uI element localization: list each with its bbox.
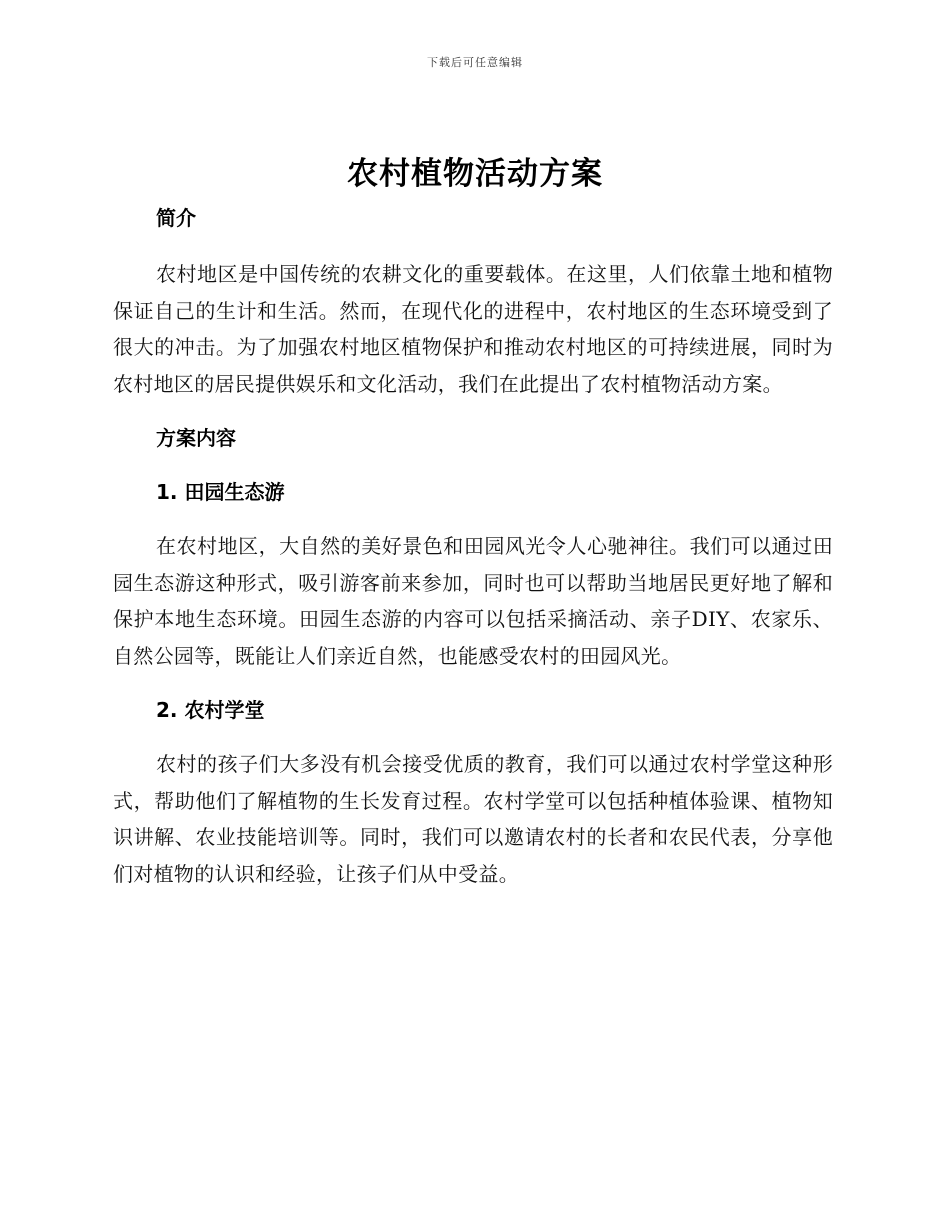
paragraph-item1: 在农村地区，大自然的美好景色和田园风光令人心驰神往。我们可以通过田园生态游这种形式，吸引游客前来参加，同时也可以帮助当地居民更好地了解和保护本地生态环境。田园生态游的内容可以包括采摘活动、亲子DIY、农家乐、自然公园等，既能让人们亲近自然，也能感受农村的田园风光。: [113, 534, 833, 668]
section-heading-intro: 简介: [156, 206, 196, 230]
section-heading-item1: 1. 田园生态游: [156, 480, 285, 504]
paragraph-item2: 农村的孩子们大多没有机会接受优质的教育，我们可以通过农村学堂这种形式，帮助他们了解植物的生长发育过程。农村学堂可以包括种植体验课、植物知识讲解、农业技能培训等。同时，我们可以邀请农村的长者和农民代表，分享他们对植物的认识和经验，让孩子们从中受益。: [113, 752, 833, 886]
document-body: [113, 200, 833, 892]
header-note: 下载后可任意编辑: [427, 56, 523, 69]
document-title: 农村植物活动方案: [347, 156, 603, 192]
section-heading-plan: 方案内容: [156, 426, 236, 450]
paragraph-intro: 农村地区是中国传统的农耕文化的重要载体。在这里，人们依靠土地和植物保证自己的生计和生活。然而，在现代化的进程中，农村地区的生态环境受到了很大的冲击。为了加强农村地区植物保护和推动农村地区的可持续进展，同时为农村地区的居民提供娱乐和文化活动，我们在此提出了农村植物活动方案。: [113, 262, 833, 396]
section-heading-item2: 2. 农村学堂: [156, 698, 265, 722]
